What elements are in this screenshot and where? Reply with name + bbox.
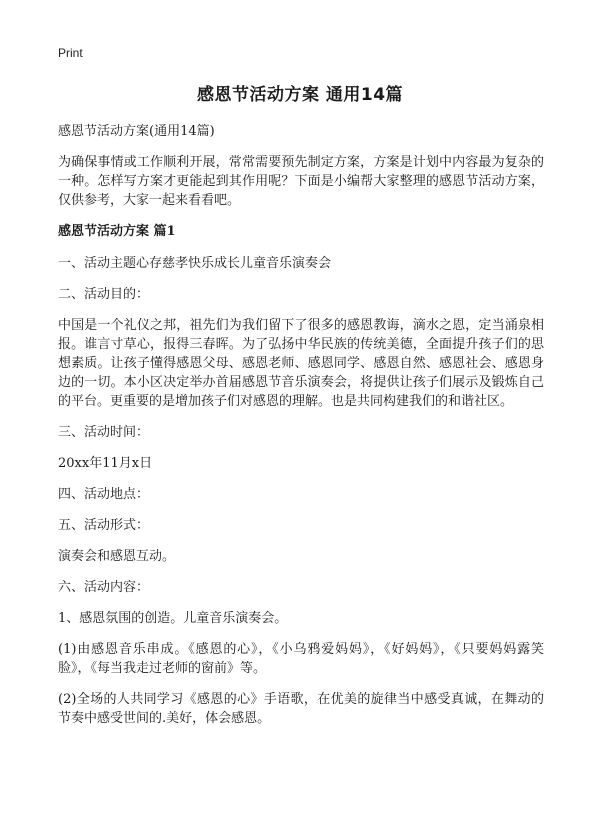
- paragraph-intro: 为确保事情或工作顺利开展，常常需要预先制定方案，方案是计划中内容最为复杂的一种。怎样写方案才更能起到其作用呢？下面是小编帮大家整理的感恩节活动方案，仅供参考，大家一起来看看吧。: [58, 155, 544, 208]
- paragraph-subtitle: 感恩节活动方案(通用14篇): [58, 124, 215, 139]
- paragraph-date: 20xx年11月x日: [58, 456, 153, 471]
- paragraph-theme: 一、活动主题心存慈孝快乐成长儿童音乐演奏会: [58, 256, 332, 271]
- paragraph-purpose-label: 二、活动目的：: [58, 287, 150, 302]
- paragraph-content-label: 六、活动内容：: [58, 580, 150, 595]
- paragraph-content-1-1: (1)由感恩音乐串成。《感恩的心》，《小乌鸦爱妈妈》，《好妈妈》，《只要妈妈露笑脸》，《每当我走过老师的窗前》等。: [58, 642, 544, 676]
- paragraph-content-1: 1、感恩氛围的创造。儿童音乐演奏会。: [58, 611, 288, 626]
- paragraph-content-1-2: (2)全场的人共同学习《感恩的心》手语歌，在优美的旋律当中感受真诚，在舞动的节奏中感受世间的.美好，体会感恩。: [58, 692, 544, 726]
- document-title: 感恩节活动方案 通用14篇: [196, 85, 404, 105]
- section-heading: 感恩节活动方案 篇1: [58, 224, 176, 239]
- paragraph-form-label: 五、活动形式：: [58, 518, 150, 533]
- paragraph-form: 演奏会和感恩互动。: [58, 549, 176, 564]
- paragraph-purpose: 中国是一个礼仪之邦，祖先们为我们留下了很多的感恩教诲，滴水之恩，定当涌泉相报。谁言寸草心，报得三春晖。为了弘扬中华民族的传统美德，全面提升孩子们的思想素质。让孩子懂得感恩父母、感恩老师、感恩同学、感恩自然、感恩社会、感恩身边的一切。本小区决定举办首届感恩节音乐演奏会，将提供让孩子们展示及锻炼自己的平台。更重要的是增加孩子们对感恩的理解。也是共同构建我们的和谐社区。: [58, 318, 544, 409]
- document-body: [58, 122, 544, 740]
- print-label[interactable]: Print: [58, 46, 83, 60]
- paragraph-location-label: 四、活动地点：: [58, 487, 150, 502]
- paragraph-time-label: 三、活动时间：: [58, 425, 150, 440]
